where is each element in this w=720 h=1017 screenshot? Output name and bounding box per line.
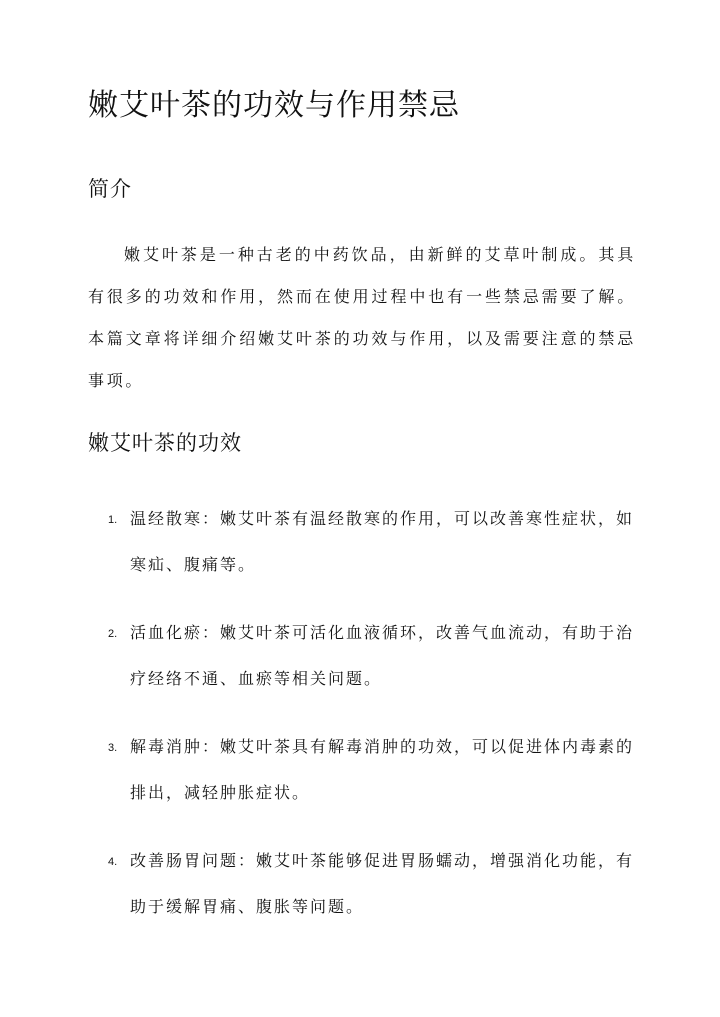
section-heading-intro: 简介 — [88, 177, 132, 201]
list-item-text: 解毒消肿：嫩艾叶茶具有解毒消肿的功效，可以促进体内毒素的排出，减轻肿胀症状。 — [130, 737, 635, 802]
intro-paragraph: 嫩艾叶茶是一种古老的中药饮品，由新鲜的艾草叶制成。其具有很多的功效和作用，然而在使用过程中也有一些禁忌需要了解。本篇文章将详细介绍嫩艾叶茶的功效与作用，以及需要注意的禁忌事项。 — [88, 245, 636, 390]
list-item — [88, 724, 636, 816]
list-item-text: 改善肠胃问题：嫩艾叶茶能够促进胃肠蠕动，增强消化功能，有助于缓解胃痛、腹胀等问题。 — [130, 851, 635, 916]
list-item-number: 2. — [108, 628, 118, 640]
list-item-number: 4. — [108, 856, 118, 868]
list-item-text: 活血化瘀：嫩艾叶茶可活化血液循环，改善气血流动，有助于治疗经络不通、血瘀等相关问题。 — [130, 623, 635, 688]
list-item — [88, 610, 636, 702]
list-item — [88, 838, 636, 930]
effects-list — [88, 496, 636, 952]
document-title: 嫩艾叶茶的功效与作用禁忌 — [88, 88, 460, 123]
list-item-number: 1. — [108, 514, 118, 526]
list-item-text: 温经散寒：嫩艾叶茶有温经散寒的作用，可以改善寒性症状，如寒疝、腹痛等。 — [130, 509, 635, 574]
list-item — [88, 496, 636, 588]
list-item-number: 3. — [108, 742, 118, 754]
section-heading-effects: 嫩艾叶茶的功效 — [88, 431, 242, 455]
